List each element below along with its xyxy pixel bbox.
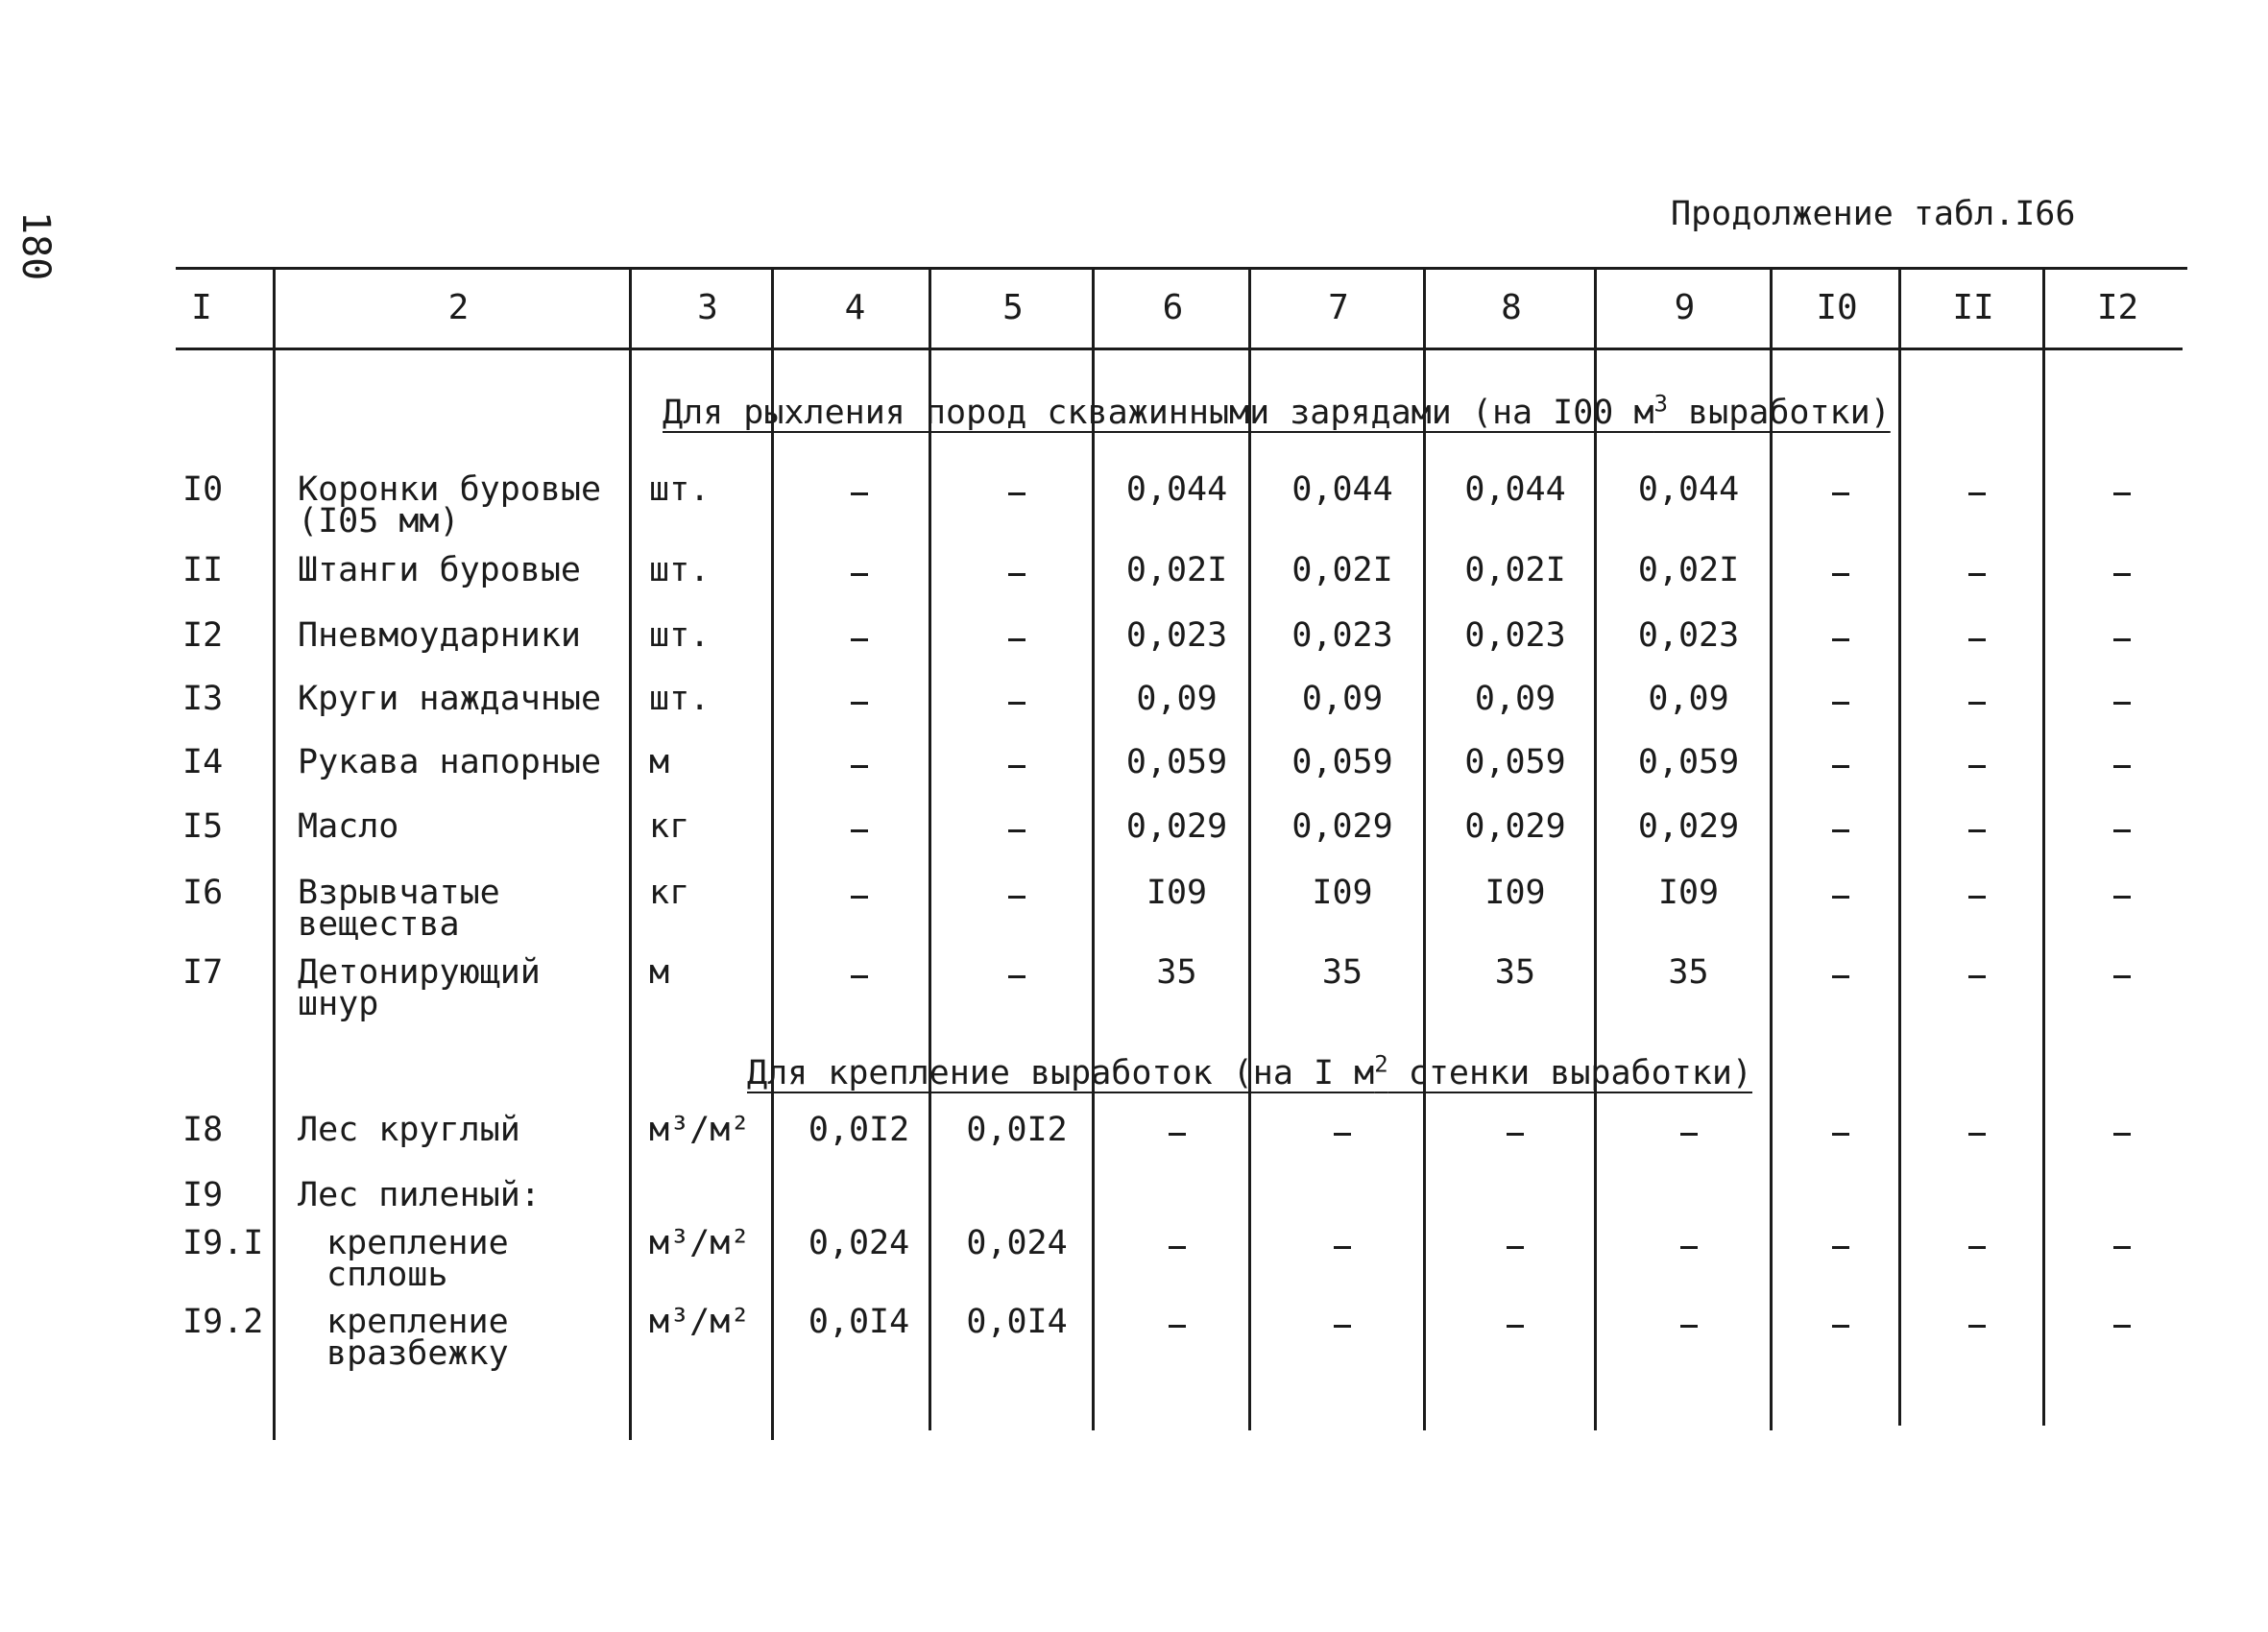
row-value: 35 bbox=[1321, 953, 1363, 992]
row-name: крепление bbox=[326, 1224, 509, 1262]
row-name: Масло bbox=[298, 807, 399, 846]
empty-cell-dash bbox=[1832, 573, 1849, 576]
row-value: 0,029 bbox=[1637, 807, 1740, 846]
row-name: Детонирующий bbox=[298, 953, 541, 992]
empty-cell-dash bbox=[1507, 1325, 1524, 1328]
row-value: 0,02I bbox=[1464, 551, 1566, 589]
empty-cell-dash bbox=[1507, 1246, 1524, 1249]
empty-cell-dash bbox=[2113, 765, 2131, 768]
row-value: 0,024 bbox=[966, 1224, 1068, 1262]
empty-cell-dash bbox=[1832, 765, 1849, 768]
row-value: I09 bbox=[1312, 874, 1373, 912]
row-value: 0,0I2 bbox=[966, 1111, 1068, 1149]
empty-cell-dash bbox=[1832, 702, 1849, 705]
row-number: I9.I bbox=[182, 1224, 264, 1262]
empty-cell-dash bbox=[1968, 1133, 1986, 1136]
empty-cell-dash bbox=[851, 829, 868, 832]
row-name: вещества bbox=[298, 905, 460, 944]
table-caption: Продолжение табл.I66 bbox=[1671, 195, 2076, 233]
page-number: 180 bbox=[13, 211, 58, 281]
empty-cell-dash bbox=[1968, 573, 1986, 576]
empty-cell-dash bbox=[1832, 638, 1849, 641]
row-unit: кг bbox=[649, 807, 690, 846]
row-value: 0,0I4 bbox=[966, 1303, 1068, 1341]
empty-cell-dash bbox=[1334, 1325, 1351, 1328]
column-header: II bbox=[1952, 288, 1994, 327]
column-rule bbox=[1092, 267, 1095, 1430]
empty-cell-dash bbox=[1334, 1133, 1351, 1136]
column-header: 7 bbox=[1328, 288, 1349, 327]
row-number: I9.2 bbox=[182, 1303, 264, 1341]
row-value: 0,044 bbox=[1291, 470, 1393, 509]
section-title-tail: стенки выработки) bbox=[1387, 1054, 1752, 1092]
row-value: 0,023 bbox=[1125, 616, 1228, 655]
column-header: I2 bbox=[2096, 288, 2139, 327]
row-unit: шт. bbox=[649, 680, 711, 718]
empty-cell-dash bbox=[1832, 829, 1849, 832]
row-value: 35 bbox=[1156, 953, 1197, 992]
row-value: 0,02I bbox=[1637, 551, 1740, 589]
row-value: 0,023 bbox=[1464, 616, 1566, 655]
row-name: Рукава напорные bbox=[298, 743, 602, 781]
row-unit: кг bbox=[649, 874, 690, 912]
empty-cell-dash bbox=[1968, 492, 1986, 495]
empty-cell-dash bbox=[851, 702, 868, 705]
empty-cell-dash bbox=[1008, 829, 1025, 832]
empty-cell-dash bbox=[1832, 896, 1849, 899]
empty-cell-dash bbox=[1832, 1325, 1849, 1328]
row-number: I8 bbox=[182, 1111, 224, 1149]
row-number: I5 bbox=[182, 807, 224, 846]
row-name: Взрывчатые bbox=[298, 874, 500, 912]
empty-cell-dash bbox=[2113, 573, 2131, 576]
empty-cell-dash bbox=[2113, 829, 2131, 832]
header-bottom-rule bbox=[176, 348, 2183, 350]
table-top-rule bbox=[176, 267, 2187, 270]
section-title-tail: выработки) bbox=[1667, 394, 1891, 432]
column-header: 9 bbox=[1674, 288, 1696, 327]
column-header: 2 bbox=[447, 288, 470, 327]
empty-cell-dash bbox=[2113, 1325, 2131, 1328]
row-value: 0,059 bbox=[1637, 743, 1740, 781]
empty-cell-dash bbox=[1334, 1246, 1351, 1249]
row-value: I09 bbox=[1484, 874, 1546, 912]
section-title-sup: 2 bbox=[1374, 1050, 1388, 1078]
column-header: 4 bbox=[844, 288, 866, 327]
empty-cell-dash bbox=[1968, 638, 1986, 641]
empty-cell-dash bbox=[2113, 1246, 2131, 1249]
empty-cell-dash bbox=[1832, 975, 1849, 978]
row-unit: м³/м² bbox=[649, 1224, 751, 1262]
empty-cell-dash bbox=[1968, 896, 1986, 899]
column-header: 5 bbox=[1002, 288, 1024, 327]
row-unit: м bbox=[649, 953, 670, 992]
row-number: I4 bbox=[182, 743, 224, 781]
column-header: 3 bbox=[697, 288, 718, 327]
empty-cell-dash bbox=[851, 573, 868, 576]
row-value: 0,023 bbox=[1637, 616, 1740, 655]
empty-cell-dash bbox=[1507, 1133, 1524, 1136]
empty-cell-dash bbox=[1008, 765, 1025, 768]
column-rule bbox=[1423, 267, 1426, 1430]
empty-cell-dash bbox=[1968, 702, 1986, 705]
column-header: 8 bbox=[1501, 288, 1522, 327]
row-number: I6 bbox=[182, 874, 224, 912]
row-value: 35 bbox=[1668, 953, 1709, 992]
row-name: сплошь bbox=[326, 1256, 448, 1294]
row-value: 0,044 bbox=[1637, 470, 1740, 509]
row-value: 0,029 bbox=[1464, 807, 1566, 846]
row-name: Пневмоударники bbox=[298, 616, 582, 655]
row-unit: шт. bbox=[649, 470, 711, 509]
row-value: 0,059 bbox=[1125, 743, 1228, 781]
row-unit: шт. bbox=[649, 616, 711, 655]
empty-cell-dash bbox=[2113, 1133, 2131, 1136]
empty-cell-dash bbox=[2113, 492, 2131, 495]
row-value: 0,044 bbox=[1464, 470, 1566, 509]
row-value: 0,0I2 bbox=[808, 1111, 910, 1149]
row-unit: м³/м² bbox=[649, 1111, 751, 1149]
column-rule bbox=[2042, 267, 2045, 1426]
empty-cell-dash bbox=[1968, 765, 1986, 768]
empty-cell-dash bbox=[1169, 1246, 1186, 1249]
row-number: I2 bbox=[182, 616, 224, 655]
column-header: I0 bbox=[1816, 288, 1858, 327]
row-name: Штанги буровые bbox=[298, 551, 582, 589]
row-name: (I05 мм) bbox=[298, 502, 460, 540]
section-title-text: Для крепление выработок (на I м bbox=[747, 1054, 1375, 1092]
row-number: I0 bbox=[182, 470, 224, 509]
empty-cell-dash bbox=[1832, 1246, 1849, 1249]
column-rule bbox=[1248, 267, 1251, 1430]
column-rule bbox=[1770, 267, 1773, 1430]
row-value: 0,024 bbox=[808, 1224, 910, 1262]
column-header: 6 bbox=[1162, 288, 1184, 327]
empty-cell-dash bbox=[1008, 896, 1025, 899]
section-title-loosening bbox=[663, 390, 1891, 432]
row-name: Коронки буровые bbox=[298, 470, 602, 509]
row-value: 0,09 bbox=[1136, 680, 1218, 718]
column-rule bbox=[1898, 267, 1901, 1426]
row-value: 0,023 bbox=[1291, 616, 1393, 655]
row-value: 0,059 bbox=[1464, 743, 1566, 781]
section-title-text: Для рыхления пород скважинными зарядами (на I00 м bbox=[663, 394, 1654, 432]
empty-cell-dash bbox=[851, 896, 868, 899]
empty-cell-dash bbox=[1008, 638, 1025, 641]
row-value: I09 bbox=[1146, 874, 1208, 912]
row-name: Лес пиленый: bbox=[298, 1176, 541, 1214]
empty-cell-dash bbox=[1169, 1325, 1186, 1328]
row-unit: м³/м² bbox=[649, 1303, 751, 1341]
row-unit: м bbox=[649, 743, 670, 781]
empty-cell-dash bbox=[1008, 492, 1025, 495]
empty-cell-dash bbox=[1832, 492, 1849, 495]
row-number: I3 bbox=[182, 680, 224, 718]
row-value: 0,09 bbox=[1648, 680, 1729, 718]
section-title-support bbox=[747, 1050, 1752, 1092]
empty-cell-dash bbox=[1680, 1246, 1698, 1249]
column-rule bbox=[929, 267, 931, 1430]
column-rule bbox=[629, 267, 632, 1440]
row-name: Лес круглый bbox=[298, 1111, 520, 1149]
empty-cell-dash bbox=[851, 638, 868, 641]
empty-cell-dash bbox=[851, 765, 868, 768]
row-value: 0,029 bbox=[1125, 807, 1228, 846]
row-value: 0,0I4 bbox=[808, 1303, 910, 1341]
empty-cell-dash bbox=[1968, 975, 1986, 978]
row-number: I9 bbox=[182, 1176, 224, 1214]
row-name: шнур bbox=[298, 985, 379, 1023]
empty-cell-dash bbox=[1008, 975, 1025, 978]
row-value: 0,09 bbox=[1474, 680, 1556, 718]
row-value: I09 bbox=[1657, 874, 1720, 912]
empty-cell-dash bbox=[1968, 1246, 1986, 1249]
column-rule bbox=[1594, 267, 1597, 1430]
column-rule bbox=[273, 267, 276, 1440]
row-name: вразбежку bbox=[326, 1334, 509, 1373]
empty-cell-dash bbox=[1680, 1325, 1698, 1328]
empty-cell-dash bbox=[1968, 829, 1986, 832]
column-rule bbox=[771, 267, 774, 1440]
row-name: Круги наждачные bbox=[298, 680, 602, 718]
row-value: 0,059 bbox=[1291, 743, 1393, 781]
row-number: I7 bbox=[182, 953, 224, 992]
row-value: 0,044 bbox=[1125, 470, 1228, 509]
empty-cell-dash bbox=[851, 492, 868, 495]
empty-cell-dash bbox=[1008, 573, 1025, 576]
section-title-sup: 3 bbox=[1653, 390, 1668, 418]
empty-cell-dash bbox=[2113, 896, 2131, 899]
row-unit: шт. bbox=[649, 551, 711, 589]
row-value: 0,02I bbox=[1291, 551, 1393, 589]
column-header: I bbox=[191, 288, 212, 327]
row-name: крепление bbox=[326, 1303, 509, 1341]
row-number: II bbox=[182, 551, 224, 589]
row-value: 0,09 bbox=[1301, 680, 1384, 718]
empty-cell-dash bbox=[2113, 975, 2131, 978]
empty-cell-dash bbox=[2113, 702, 2131, 705]
empty-cell-dash bbox=[1680, 1133, 1698, 1136]
empty-cell-dash bbox=[1832, 1133, 1849, 1136]
empty-cell-dash bbox=[1169, 1133, 1186, 1136]
row-value: 35 bbox=[1494, 953, 1536, 992]
empty-cell-dash bbox=[851, 975, 868, 978]
empty-cell-dash bbox=[2113, 638, 2131, 641]
row-value: 0,02I bbox=[1125, 551, 1228, 589]
row-value: 0,029 bbox=[1291, 807, 1393, 846]
empty-cell-dash bbox=[1968, 1325, 1986, 1328]
empty-cell-dash bbox=[1008, 702, 1025, 705]
